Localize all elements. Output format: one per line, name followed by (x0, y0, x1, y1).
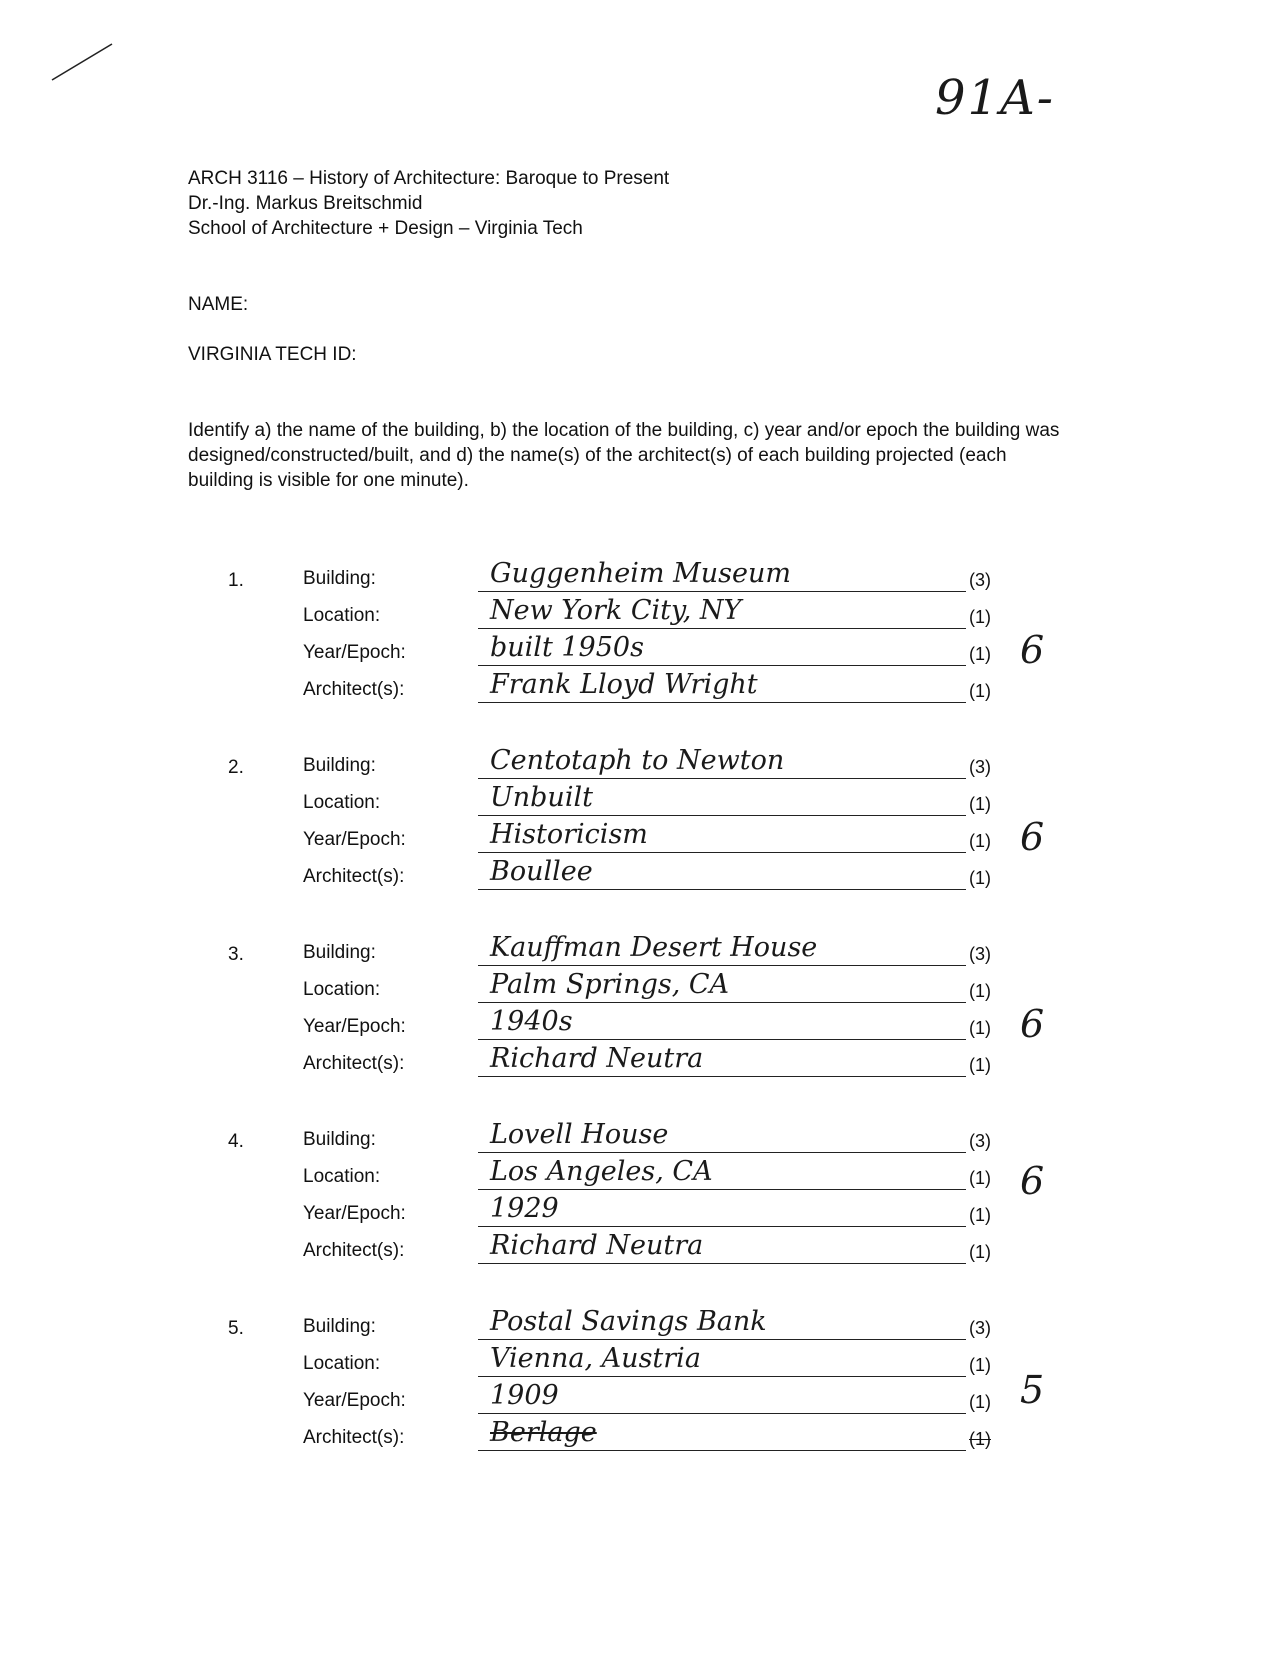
architect-label: Architect(s): (303, 866, 405, 887)
location-label: Location: (303, 605, 381, 626)
points-value: (1) (969, 1055, 991, 1075)
architect-row (0, 671, 1280, 708)
points-value: (1) (969, 1429, 991, 1449)
location-answer: Palm Springs, CA (490, 969, 730, 1000)
building-row (0, 934, 1280, 971)
points-value: (1) (969, 607, 991, 627)
location-label: Location: (303, 979, 381, 1000)
pen-stroke-mark (48, 38, 118, 88)
architect-answer: Berlage (490, 1417, 597, 1448)
building-answer: Centotaph to Newton (490, 745, 785, 776)
points-value: (1) (969, 681, 991, 701)
architect-row (0, 1419, 1280, 1456)
name-label: NAME: (188, 294, 249, 315)
year-answer: 1909 (490, 1380, 559, 1411)
architect-label: Architect(s): (303, 1427, 405, 1448)
location-answer: Vienna, Austria (490, 1343, 701, 1374)
points-value: (3) (969, 1131, 991, 1151)
points-value: (1) (969, 644, 991, 664)
building-row (0, 747, 1280, 784)
answer-line (478, 1039, 966, 1040)
location-answer: New York City, NY (490, 595, 742, 626)
location-label: Location: (303, 1166, 381, 1187)
question-1 (0, 560, 1280, 710)
total-grade: 91A- (935, 70, 1055, 126)
year-row (0, 1195, 1280, 1232)
building-answer: Kauffman Desert House (490, 932, 818, 963)
points-value: (1) (969, 1205, 991, 1225)
answer-line (478, 1413, 966, 1414)
year-row (0, 634, 1280, 671)
points-value: (3) (969, 570, 991, 590)
school-name: School of Architecture + Design – Virginia Tech (188, 218, 583, 239)
year-label: Year/Epoch: (303, 829, 406, 850)
location-row (0, 1158, 1280, 1195)
answer-line (478, 1152, 966, 1153)
points-value: (1) (969, 1392, 991, 1412)
answer-line (478, 889, 966, 890)
building-row (0, 560, 1280, 597)
question-5 (0, 1308, 1280, 1458)
building-label: Building: (303, 1316, 376, 1337)
answer-line (478, 852, 966, 853)
location-label: Location: (303, 1353, 381, 1374)
question-number: 5. (228, 1318, 244, 1339)
points-value: (1) (969, 868, 991, 888)
location-answer: Unbuilt (490, 782, 593, 813)
question-number: 4. (228, 1131, 244, 1152)
year-row (0, 821, 1280, 858)
year-answer: 1940s (490, 1006, 573, 1037)
question-score: 6 (1020, 1159, 1045, 1203)
points-value: (1) (969, 981, 991, 1001)
location-row (0, 1345, 1280, 1382)
year-label: Year/Epoch: (303, 1203, 406, 1224)
year-answer: built 1950s (490, 632, 644, 663)
year-label: Year/Epoch: (303, 642, 406, 663)
location-answer: Los Angeles, CA (490, 1156, 713, 1187)
answer-line (478, 1263, 966, 1264)
year-answer: 1929 (490, 1193, 559, 1224)
points-value: (1) (969, 1355, 991, 1375)
question-3 (0, 934, 1280, 1084)
architect-answer: Richard Neutra (490, 1043, 704, 1074)
question-score: 6 (1020, 628, 1045, 672)
architect-label: Architect(s): (303, 679, 405, 700)
answer-line (478, 965, 966, 966)
question-number: 3. (228, 944, 244, 965)
question-score: 6 (1020, 1002, 1045, 1046)
building-row (0, 1308, 1280, 1345)
answer-line (478, 591, 966, 592)
answer-line (478, 1189, 966, 1190)
year-row (0, 1382, 1280, 1419)
answer-line (478, 1339, 966, 1340)
instructions: Identify a) the name of the building, b) the location of the building, c) year and/or epoch the building was designed/constructed/built, and d) the name(s) of the architect(s) of each building projected (each building is visible for one minute). (188, 420, 1060, 491)
question-score: 5 (1020, 1368, 1045, 1412)
course-title: ARCH 3116 – History of Architecture: Baroque to Present (188, 168, 670, 189)
architect-row (0, 858, 1280, 895)
points-value: (1) (969, 1168, 991, 1188)
architect-row (0, 1232, 1280, 1269)
building-label: Building: (303, 1129, 376, 1150)
answer-line (478, 1002, 966, 1003)
points-value: (1) (969, 1018, 991, 1038)
building-answer: Guggenheim Museum (490, 558, 791, 589)
year-label: Year/Epoch: (303, 1016, 406, 1037)
answer-line (478, 815, 966, 816)
student-id-label: VIRGINIA TECH ID: (188, 344, 357, 365)
answer-line (478, 702, 966, 703)
points-value: (1) (969, 1242, 991, 1262)
architect-answer: Frank Lloyd Wright (490, 669, 758, 700)
answer-line (478, 628, 966, 629)
year-row (0, 1008, 1280, 1045)
architect-label: Architect(s): (303, 1053, 405, 1074)
building-label: Building: (303, 755, 376, 776)
points-value: (3) (969, 1318, 991, 1338)
building-label: Building: (303, 568, 376, 589)
building-label: Building: (303, 942, 376, 963)
building-answer: Postal Savings Bank (490, 1306, 767, 1337)
year-answer: Historicism (490, 819, 648, 850)
points-value: (3) (969, 944, 991, 964)
points-value: (3) (969, 757, 991, 777)
architect-answer: Boullee (490, 856, 593, 887)
architect-row (0, 1045, 1280, 1082)
answer-line (478, 778, 966, 779)
answer-line (478, 1376, 966, 1377)
location-row (0, 971, 1280, 1008)
question-2 (0, 747, 1280, 897)
points-value: (1) (969, 831, 991, 851)
answer-line (478, 1450, 966, 1451)
location-row (0, 597, 1280, 634)
building-row (0, 1121, 1280, 1158)
answer-line (478, 1076, 966, 1077)
building-answer: Lovell House (490, 1119, 669, 1150)
answer-line (478, 665, 966, 666)
answer-line (478, 1226, 966, 1227)
question-score: 6 (1020, 815, 1045, 859)
year-label: Year/Epoch: (303, 1390, 406, 1411)
course-header (188, 166, 669, 241)
architect-label: Architect(s): (303, 1240, 405, 1261)
question-number: 1. (228, 570, 244, 591)
location-row (0, 784, 1280, 821)
instructor-name: Dr.-Ing. Markus Breitschmid (188, 193, 423, 214)
architect-answer: Richard Neutra (490, 1230, 704, 1261)
question-number: 2. (228, 757, 244, 778)
question-4 (0, 1121, 1280, 1271)
points-value: (1) (969, 794, 991, 814)
location-label: Location: (303, 792, 381, 813)
